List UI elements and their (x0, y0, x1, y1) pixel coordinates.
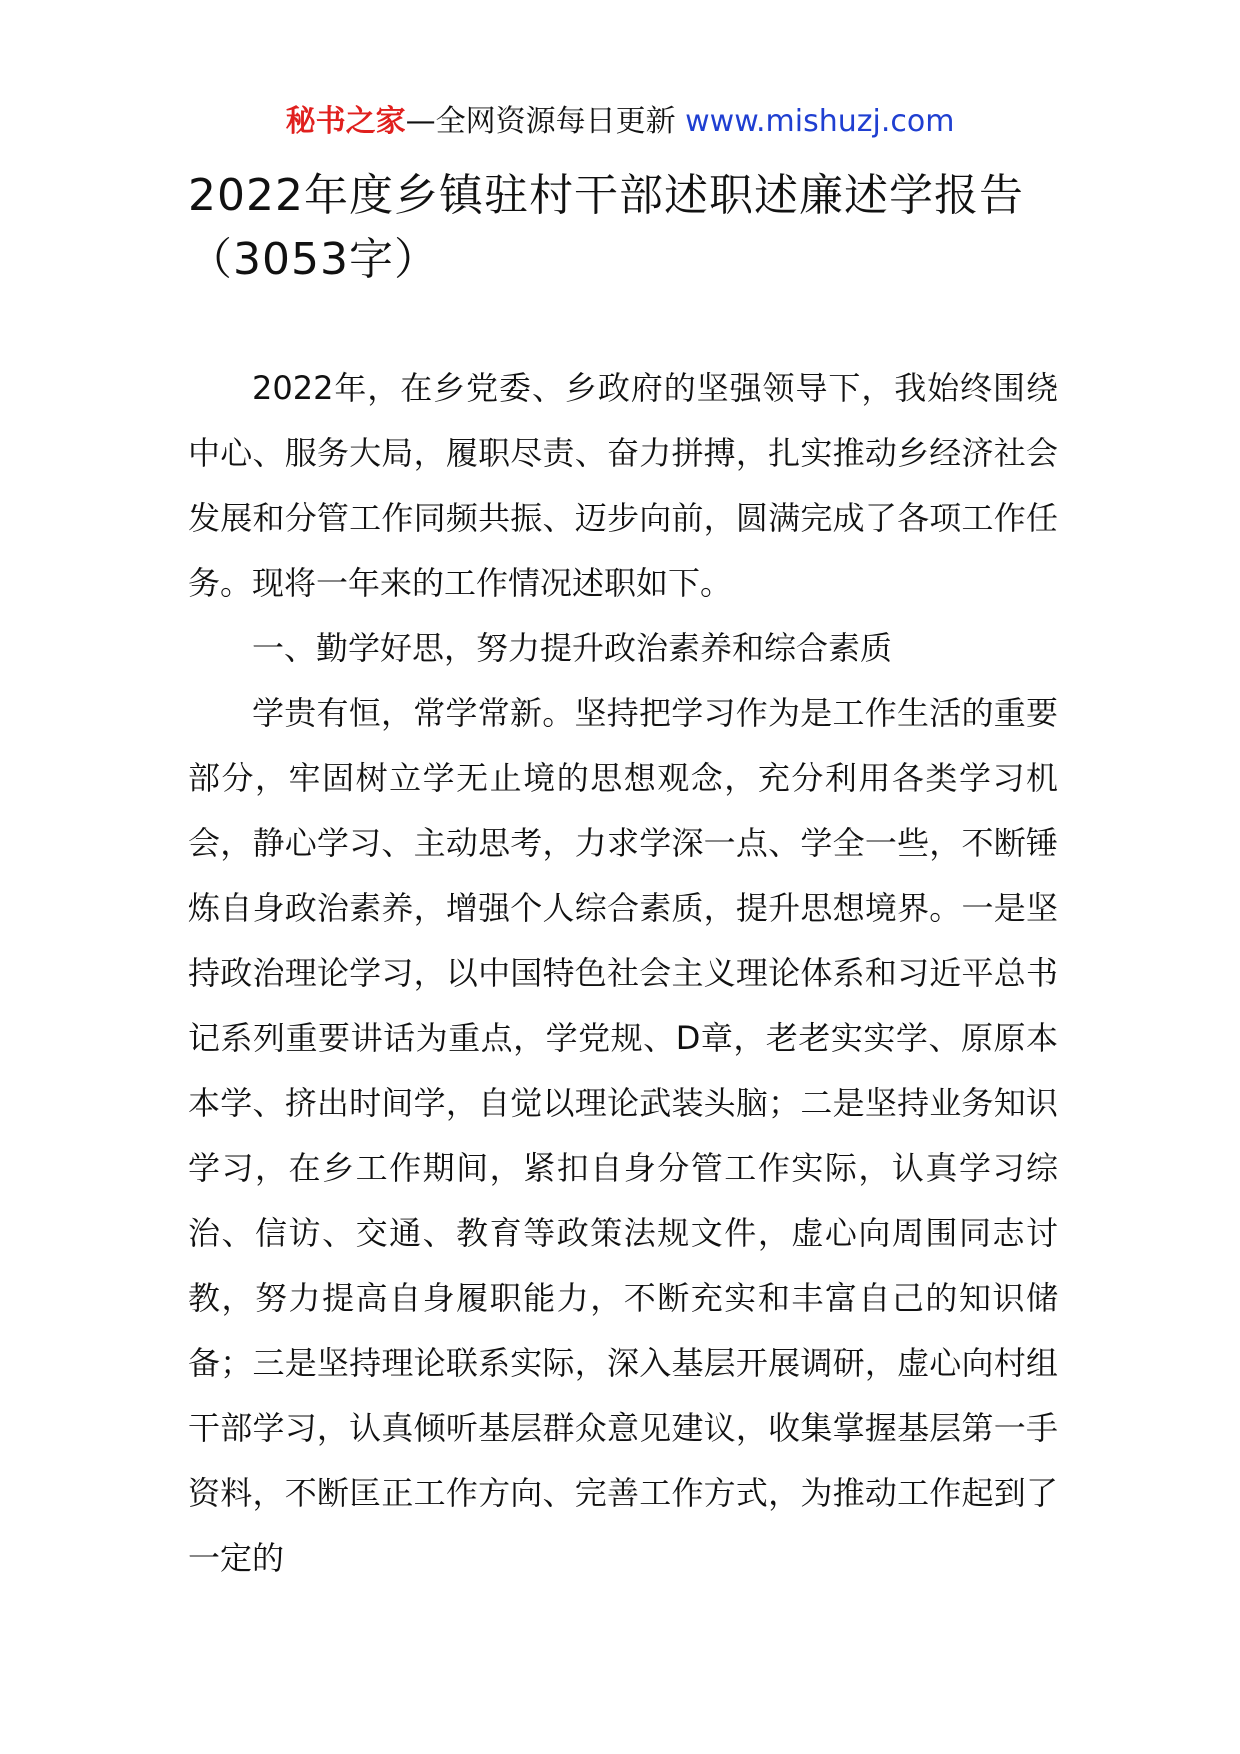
site-header (0, 100, 1240, 144)
paragraph-study: 学贵有恒，常学常新。坚持把学习作为是工作生活的重要部分，牢固树立学无止境的思想观念，充分利用各类学习机会，静心学习、主动思考，力求学深一点、学全一些，不断锤炼自身政治素养，增强个人综合素质，提升思想境界。一是坚持政治理论学习，以中国特色社会主义理论体系和习近平总书记系列重要讲话为重点，学党规、D章，老老实实学、原原本本学、挤出时间学，自觉以理论武装头脑；二是坚持业务知识学习，在乡工作期间，紧扣自身分管工作实际，认真学习综治、信访、交通、教育等政策法规文件，虚心向周围同志讨教，努力提高自身履职能力，不断充实和丰富自己的知识储备；三是坚持理论联系实际，深入基层开展调研，虚心向村组干部学习，认真倾听基层群众意见建议，收集掌握基层第一手资料，不断匡正工作方向、完善工作方式，为推动工作起到了一定的 (188, 694, 1058, 1577)
section-heading-1: 一、勤学好思，努力提升政治素养和综合素质 (252, 629, 893, 667)
document-body (188, 356, 1058, 1591)
document-title-wordcount: （3053字） (188, 234, 439, 285)
site-url-link[interactable]: www.mishuzj.com (685, 104, 955, 139)
paragraph-intro: 2022年，在乡党委、乡政府的坚强领导下，我始终围绕中心、服务大局，履职尽责、奋力拼搏，扎实推动乡经济社会发展和分管工作同频共振、迈步向前，圆满完成了各项工作任务。现将一年来的工作情况述职如下。 (188, 369, 1058, 602)
document-title (188, 164, 1068, 292)
document-title-main: 2022年度乡镇驻村干部述职述廉述学报告 (188, 170, 1024, 221)
site-brand: 秘书之家 (285, 104, 406, 139)
site-tagline: —全网资源每日更新 (405, 104, 676, 139)
